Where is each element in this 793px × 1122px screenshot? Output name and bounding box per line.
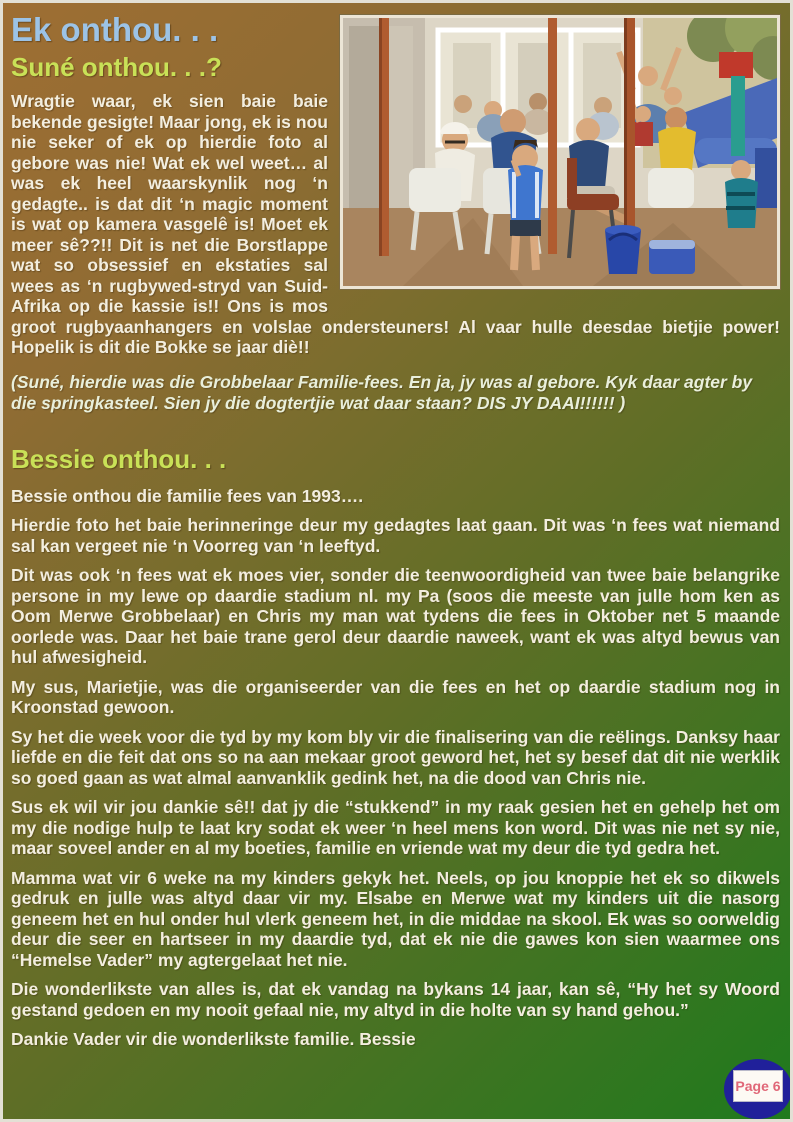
page-content	[3, 3, 790, 1050]
family-photo-illustration	[343, 18, 777, 286]
bessie-paragraph-1: Hierdie foto het baie herinneringe deur my gedagtes laat gaan. Dit was ‘n fees wat niemand sal kan vergeet nie ‘n Voorreg van ‘n leeftyd.	[11, 515, 780, 556]
bessie-paragraph-4: Sy het die week voor die tyd by my kom bly vir die finalisering van die reëlings. Danksy haar liefde en die feit dat ons so na aan mekaar groot geword het, het sy besef dat dit nie werklik so goed gaan as wat almal aanvanklik gedink het, na die dood van Chris nie.	[11, 726, 780, 788]
sune-italic-note: (Suné, hierdie was die Grobbelaar Familie-fees. En ja, jy was al gebore. Kyk daar agter by die springkasteel. Sien jy die dogtertjie wat daar staan? DIS JY DAAI!!!!!! )	[11, 371, 753, 413]
bessie-paragraph-6: Mamma wat vir 6 weke na my kinders gekyk het. Neels, op jou knoppie het ek so dikwels gedruk en julle was altyd daar vir my. Elsabe en Merwe wat my kinders uit die nasorg geneem het en hul onder hul vlerk geneem het, in die middae na skool. Ek was so oorweldig deur die seer en hartseer in my daardie tyd, dat ek nie die gawes kon sien waarmee ons “Hemelse Vader” my agtergelaat het nie.	[11, 867, 780, 970]
bessie-paragraph-5: Sus ek wil vir jou dankie sê!! dat jy die “stukkend” in my raak gesien het en gehelp het om my die nodige hulp te laat kry sodat ek weer ‘n heel mens kon word. Dit was nie net sy nie, maar soveel ander en al my boeties, familie en vriende wat my deur die tyd gedra het.	[11, 797, 780, 858]
bessie-paragraph-3: My sus, Marietjie, was die organiseerder van die fees en het op daardie stadium nog in Kroonstad gewoon.	[11, 676, 780, 717]
sune-heading: Suné onthou. . .?	[11, 52, 222, 82]
bessie-paragraph-7: Die wonderlikste van alles is, dat ek vandag na bykans 14 jaar, kan sê, “Hy het sy Woord gestand gedoen en my nooit gefaal nie, my altyd in die holte van sy hand gehou.”	[11, 979, 780, 1020]
sune-paragraph: Wragtie waar, ek sien baie baie bekende gesigte! Maar jong, ek is nou nie seker of ek op hierdie foto al gebore was nie! Wat ek wel weet… al was ek heel waarskynlik nog ‘n gedagte.. is dat dit ‘n magic moment is wat op kamera vasgelê is! Moet ek meer sê??!! Dit is net die Borstlappe wat so obsessief en ekstaties sal wees as ‘n rugbywed-stryd van Suid-Afrika op die kassie is!! Ons is mos groot rugbyaanhangers en volslae ondersteuners! Al vaar hulle deesdae bietjie power! Hopelik is dit die Bokke se jaar diè!!	[11, 91, 780, 357]
bessie-heading: Bessie onthou. . .	[11, 443, 227, 474]
page-number-label: Page 6	[733, 1070, 783, 1102]
family-photo	[340, 15, 780, 289]
bessie-intro: Bessie onthou die familie fees van 1993….	[11, 485, 364, 506]
bessie-paragraph-2: Dit was ook ‘n fees wat ek moes vier, sonder die teenwoordigheid van twee baie belangrike persone in my lewe op daardie stadium nl. my Pa (soos die meeste van julle hom ken as Oom Merwe Grobbelaar) en Chris my man wat tydens die fees in Oktober net 5 maande oorlede was. Daar het baie trane gerol deur daardie naweek, want ek was altyd bewus van hul afwesigheid.	[11, 565, 780, 667]
bessie-signoff: Dankie Vader vir die wonderlikste familie. Bessie	[11, 1029, 416, 1049]
page-title: Ek onthou. . .	[11, 11, 219, 48]
page-number-badge	[724, 1059, 792, 1119]
